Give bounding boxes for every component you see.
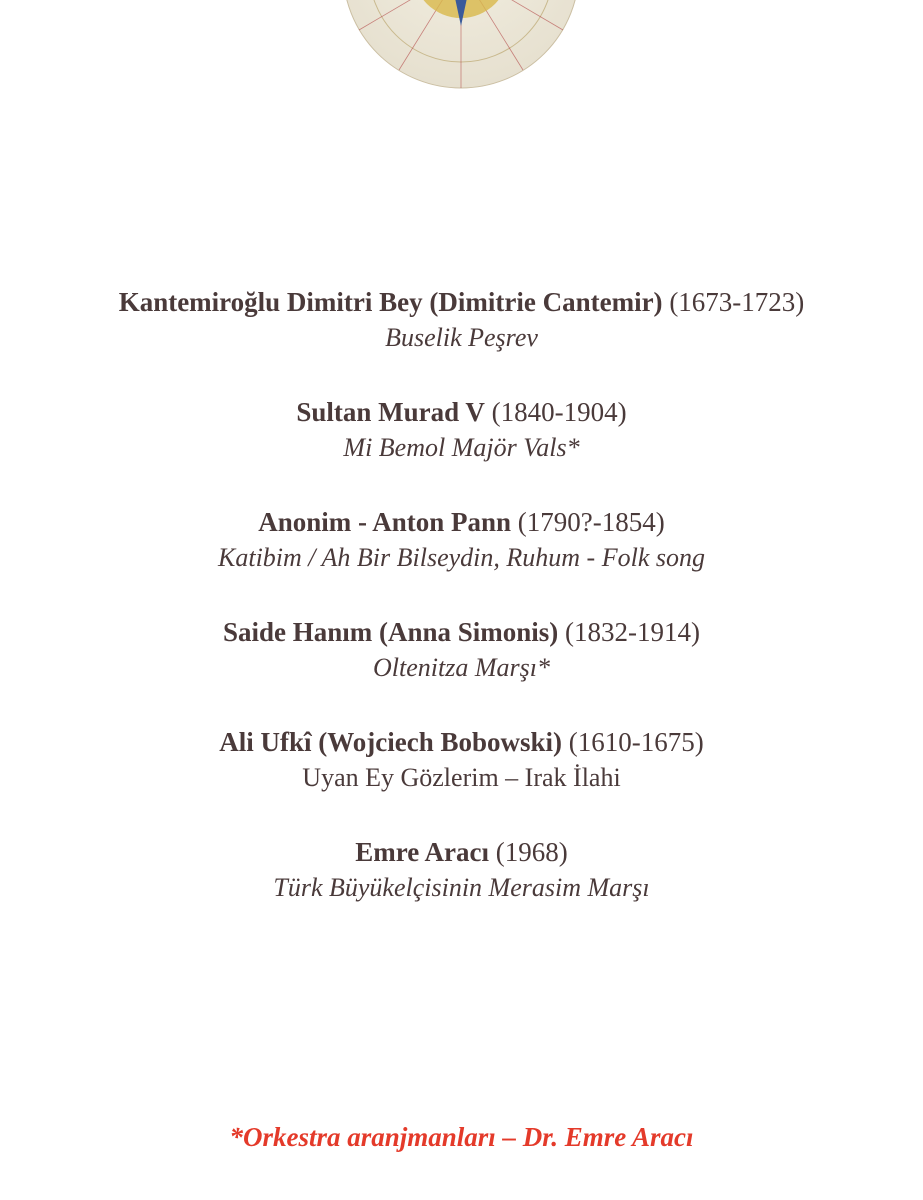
- program-entry: [0, 504, 923, 576]
- composer-dates: (1790?-1854): [517, 507, 665, 537]
- composer-dates: (1840-1904): [491, 397, 627, 427]
- composer-line: [0, 284, 923, 320]
- composer-dates: (1610-1675): [568, 727, 704, 757]
- composer-dates: (1673-1723): [669, 287, 805, 317]
- program-entry: [0, 614, 923, 686]
- program-entry: [0, 834, 923, 906]
- composer-dates: (1832-1914): [565, 617, 701, 647]
- composer-name: Anonim - Anton Pann: [258, 507, 512, 537]
- compass-rose-illustration: [339, 0, 584, 90]
- work-title: Mi Bemol Majör Vals*: [343, 433, 580, 462]
- program-entry: [0, 724, 923, 796]
- composer-name: Kantemiroğlu Dimitri Bey (Dimitrie Cantemir): [118, 287, 663, 317]
- work-title: Buselik Peşrev: [385, 323, 538, 352]
- composer-name: Emre Aracı: [355, 837, 489, 867]
- composer-line: [0, 504, 923, 540]
- composer-line: [0, 724, 923, 760]
- work-title: Uyan Ey Gözlerim – Irak İlahi: [302, 763, 621, 792]
- work-title: Oltenitza Marşı*: [373, 653, 550, 682]
- composer-line: [0, 834, 923, 870]
- work-title: Türk Büyükelçisinin Merasim Marşı: [273, 873, 650, 902]
- program-list: [0, 284, 923, 944]
- composer-name: Sultan Murad V: [296, 397, 485, 427]
- composer-line: [0, 614, 923, 650]
- composer-name: Ali Ufkî (Wojciech Bobowski): [219, 727, 563, 757]
- composer-name: Saide Hanım (Anna Simonis): [222, 617, 559, 647]
- work-title: Katibim / Ah Bir Bilseydin, Ruhum - Folk song: [218, 543, 705, 572]
- composer-dates: (1968): [495, 837, 568, 867]
- program-entry: [0, 284, 923, 356]
- program-entry: [0, 394, 923, 466]
- composer-line: [0, 394, 923, 430]
- arrangement-footnote: *Orkestra aranjmanları – Dr. Emre Aracı: [229, 1122, 694, 1152]
